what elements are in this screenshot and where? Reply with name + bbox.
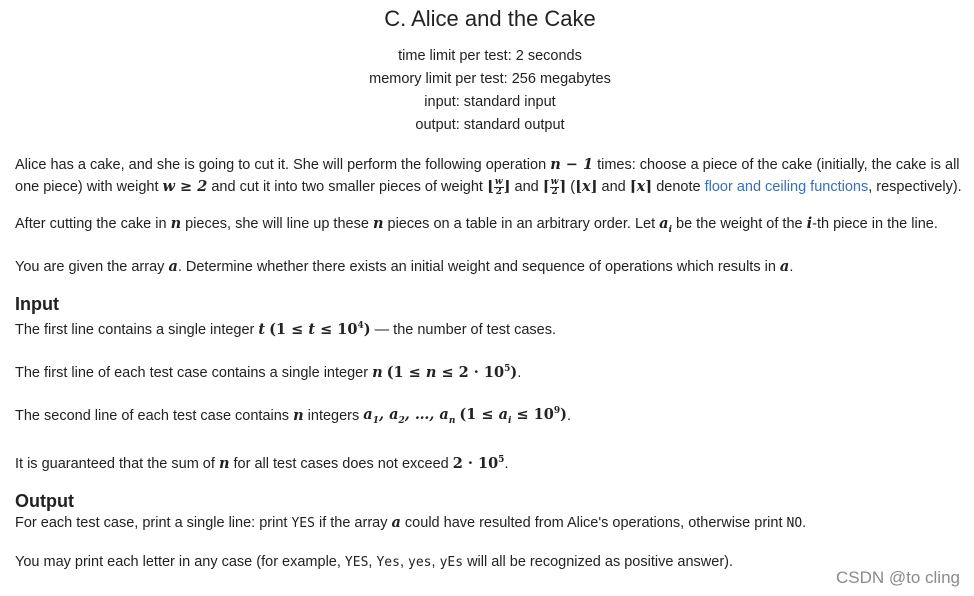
- memory-limit: memory limit per test: 256 megabytes: [369, 71, 611, 87]
- input-section: [15, 293, 965, 475]
- statement-paragraph-1: Alice has a cake, and she is going to cut it. She will perform the following operation n − 1 times: choose a piece of the cake (initially, the cake is all one piece) with weight w ≥ 2 and cut it into two smaller pieces of weight ⌊ $\frac{w}{2}$ ⌋ and ⌈ $\frac{w}{2}$ ⌉ (⌊x⌋ and ⌈x⌉ denote floor and ceiling functions, respectively).: [15, 156, 962, 197]
- time-limit: time limit per test: 2 seconds: [398, 48, 582, 64]
- output-file: output: standard output: [415, 117, 565, 133]
- floor-ceiling-link[interactable]: floor and ceiling functions: [704, 179, 869, 195]
- no-token: NO: [786, 516, 803, 532]
- output-line-1: For each test case, print a single line: print YES if the array a could have resulted from Alice's operations, otherwise print NO.: [15, 514, 807, 532]
- problem-page: [15, 0, 965, 574]
- yes-token: YES: [291, 516, 315, 532]
- math-w-ge-2: w ≥ 2: [162, 178, 208, 195]
- statement-paragraph-3: You are given the array a. Determine whether there exists an initial weight and sequence of operations which results in a.: [15, 257, 794, 275]
- output-line-2: You may print each letter in any case (for example, YES, Yes, yes, yEs will all be recognized as positive answer).: [15, 554, 734, 571]
- output-heading: Output: [15, 491, 74, 512]
- input-heading: Input: [15, 293, 59, 314]
- input-line-3: The second line of each test case contains n integers $a_1$, $a_2$, …, $a_n$ $(1 \le a_i \le 10^9)$.: [15, 406, 572, 427]
- problem-statement: [15, 154, 965, 278]
- input-line-1: The first line contains a single integer t $(1 \le t \le 10^4)$ — the number of test cases.: [15, 320, 556, 338]
- csdn-watermark: CSDN @to cling: [835, 568, 960, 587]
- output-section: [15, 490, 965, 574]
- input-file: input: standard input: [424, 94, 556, 110]
- problem-header: [15, 5, 965, 137]
- input-line-4: It is guaranteed that the sum of n for all test cases does not exceed $2 \cdot 10^5$.: [15, 455, 509, 473]
- problem-title: C. Alice and the Cake: [384, 6, 596, 31]
- input-line-2: The first line of each test case contains a single integer n $(1 \le n \le 2 \cdot 10^5)$.: [15, 363, 522, 381]
- math-n-minus-1: n − 1: [550, 156, 594, 173]
- statement-paragraph-2: After cutting the cake in n pieces, she will line up these n pieces on a table in an arbitrary order. Let $a_i$ be the weight of the i-th piece in the line.: [15, 215, 938, 235]
